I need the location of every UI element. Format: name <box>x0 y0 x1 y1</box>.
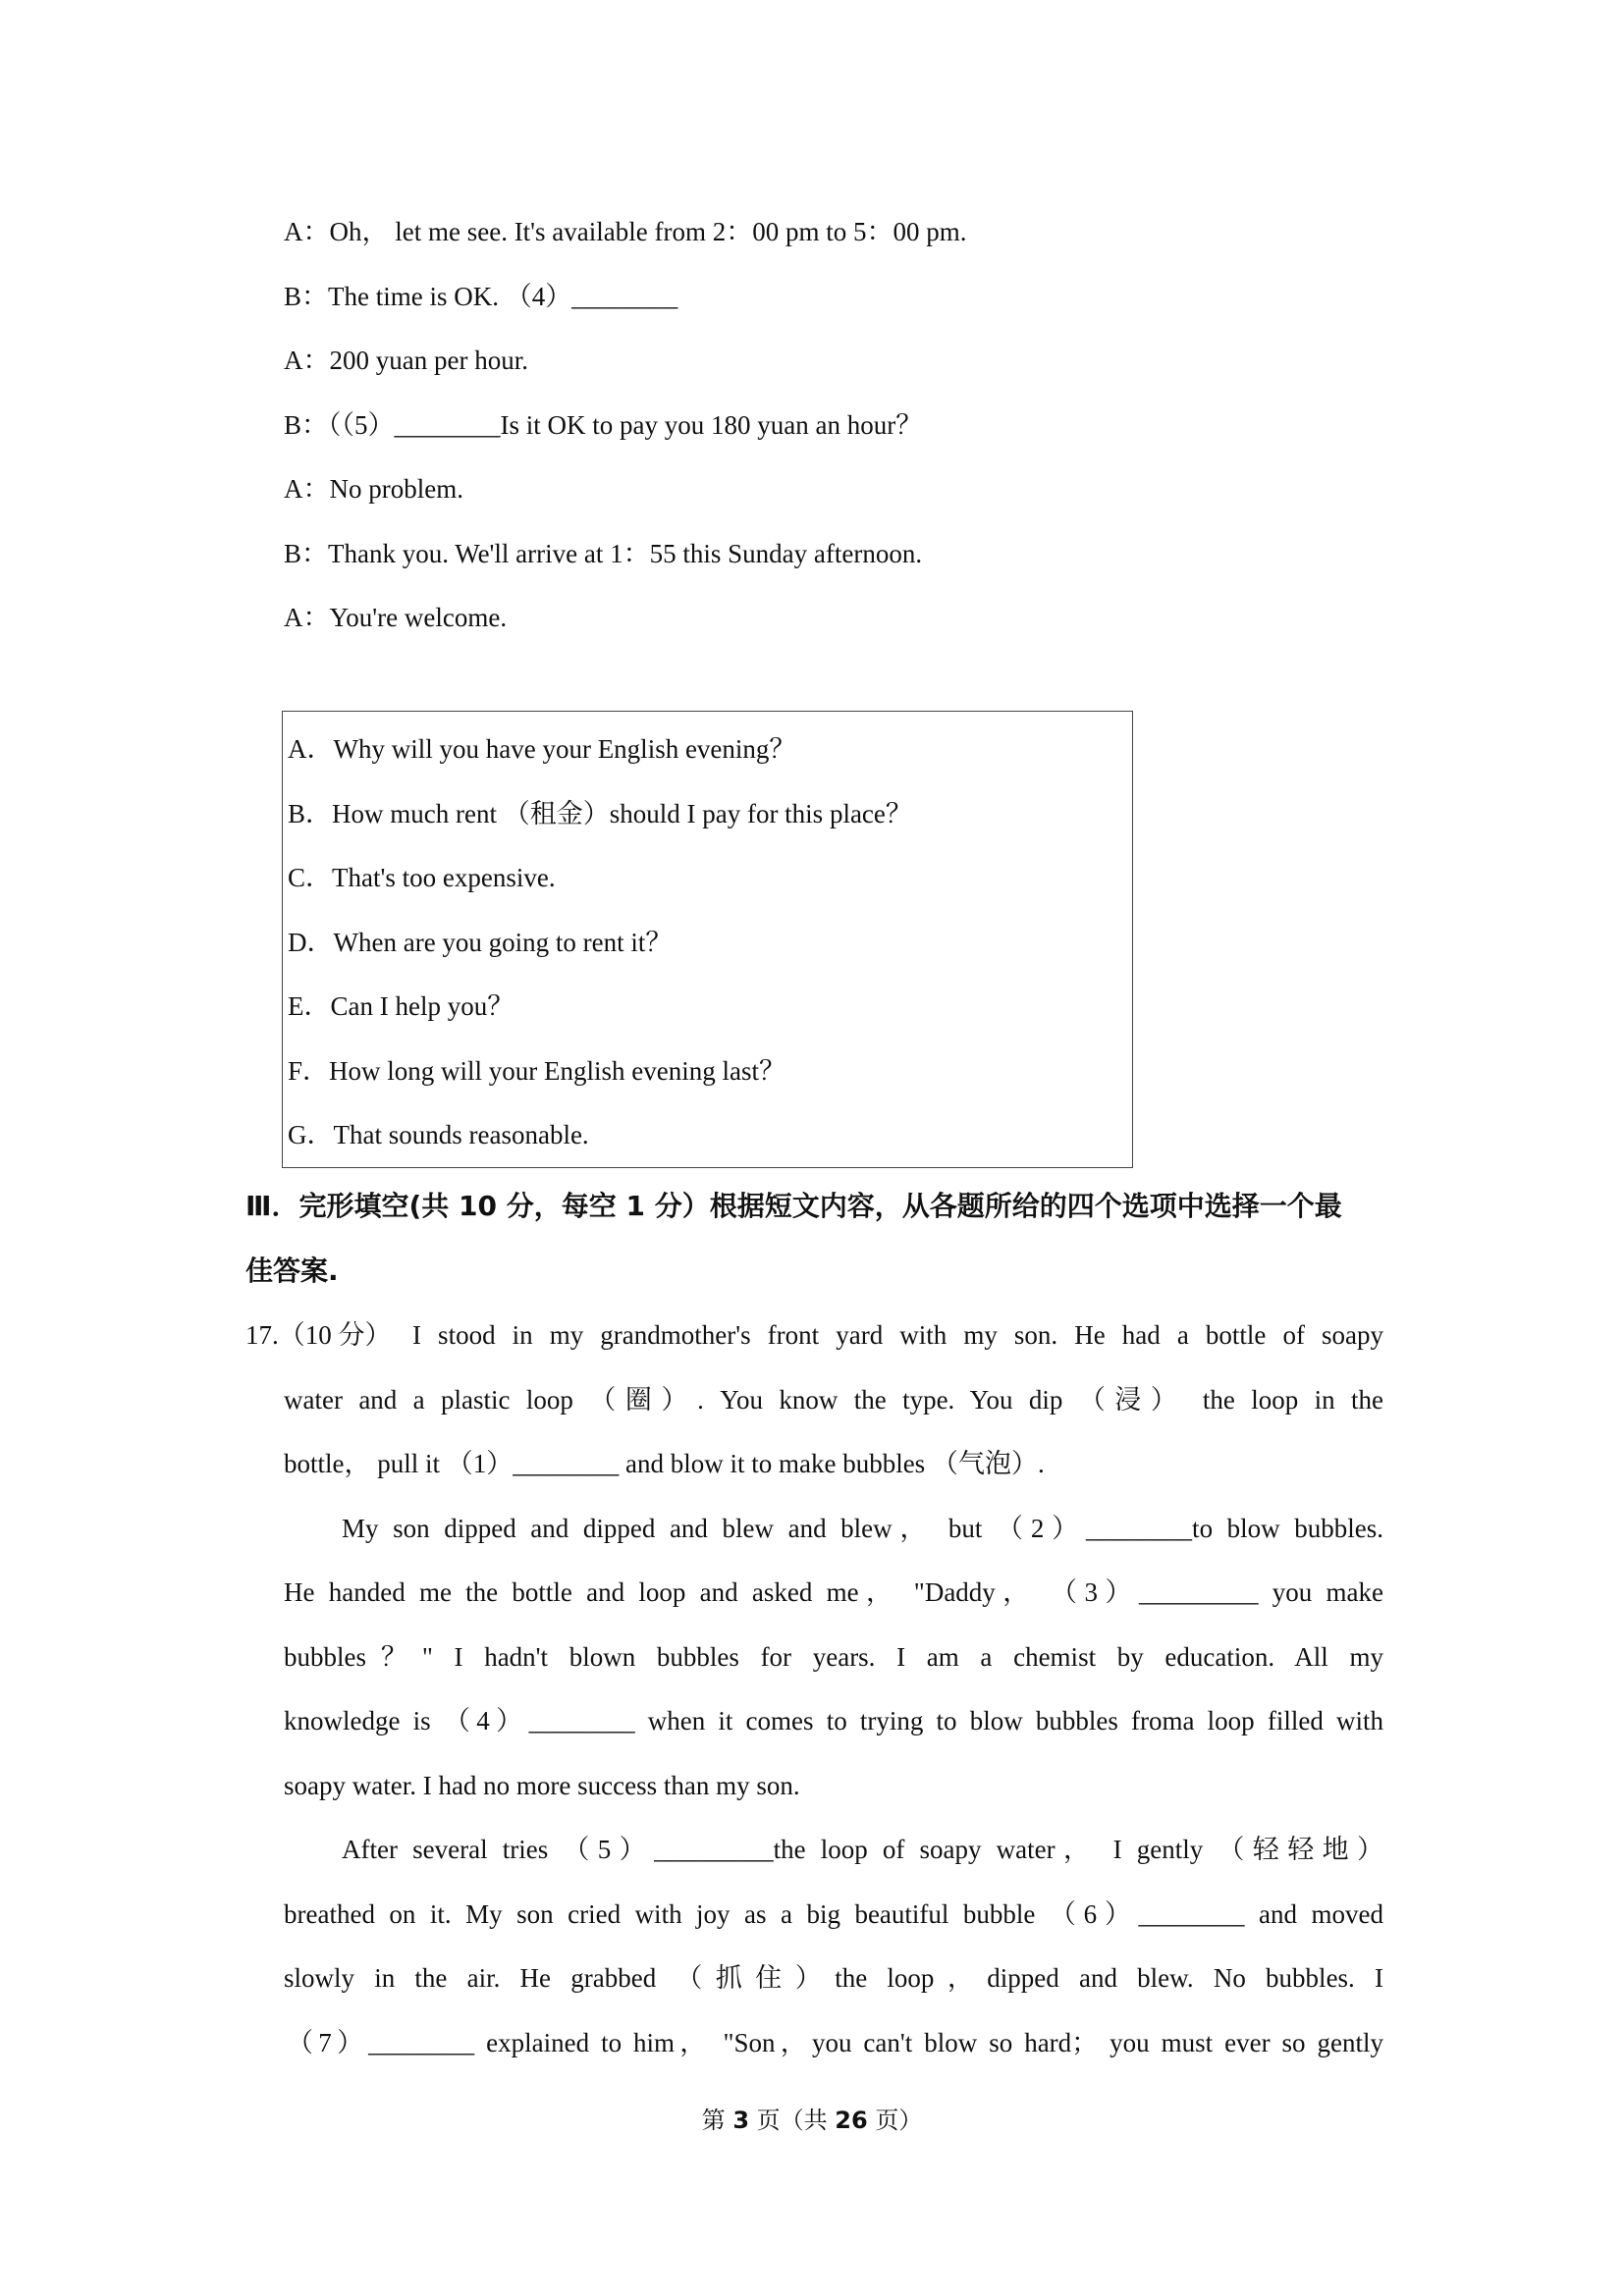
passage-line-9: After several tries （5）_________the loop of soapy water， I gently （轻轻地） <box>342 1835 1383 1864</box>
passage-line-10: breathed on it. My son cried with joy as a big beautiful bubble （6）________ and moved <box>284 1899 1383 1929</box>
footer-total-pages: 26 <box>835 2107 868 2134</box>
passage-line-11: slowly in the air. He grabbed （抓住）the loop，dipped and blew. No bubbles. I <box>284 1963 1383 1993</box>
passage-line-8: soapy water. I had no more success than my son. <box>284 1771 800 1800</box>
option-f: F．How long will your English evening last？ <box>288 1056 785 1086</box>
option-d: D．When are you going to rent it？ <box>288 928 673 957</box>
dialogue-line-1: A：Oh， let me see. It's available from 2：00 pm to 5：00 pm. <box>284 217 967 246</box>
passage-line-4: My son dipped and dipped and blew and blew， but （2）________to blow bubbles. <box>342 1514 1383 1543</box>
dialogue-line-7: A：You're welcome. <box>284 603 508 632</box>
page-footer <box>0 2105 1624 2136</box>
section-heading-line-1: Ⅲ．完形填空(共 10 分，每空 1 分）根据短文内容，从各题所给的四个选项中选择一个最 <box>245 1190 1342 1222</box>
passage-line-1: I stood in my grandmother's front yard with my son. He had a bottle of soapy <box>412 1320 1383 1350</box>
option-c: C．That's too expensive. <box>288 863 556 892</box>
footer-suffix: 页） <box>867 2107 923 2134</box>
dialogue-line-5: A：No problem. <box>284 474 463 504</box>
footer-page-number: 3 <box>732 2107 750 2134</box>
passage-line-7: knowledge is （4）________ when it comes to trying to blow bubbles froma loop filled with <box>284 1706 1383 1735</box>
question-number: 17.（10 分） <box>245 1320 392 1350</box>
option-b: B．How much rent （租金）should I pay for this place？ <box>288 799 912 828</box>
section-heading-line-2: 佳答案. <box>245 1255 339 1287</box>
passage-line-6: bubbles？" I hadn't blown bubbles for years. I am a chemist by education. All my <box>284 1642 1383 1672</box>
option-e: E．Can I help you？ <box>288 991 514 1021</box>
dialogue-line-4: B：（（5）________Is it OK to pay you 180 yuan an hour？ <box>284 410 923 440</box>
passage-line-3: bottle， pull it （1）________ and blow it to make bubbles （气泡）. <box>284 1449 1045 1478</box>
option-g: G．That sounds reasonable. <box>288 1120 589 1149</box>
passage-line-2: water and a plastic loop （圈）. You know the type. You dip （浸） the loop in the <box>284 1385 1383 1415</box>
footer-prefix: 第 <box>701 2107 733 2134</box>
passage-line-5: He handed me the bottle and loop and asked me， "Daddy， （3）_________ you make <box>284 1577 1383 1607</box>
passage-line-12: （7）________ explained to him， "Son，you can't blow so hard； you must ever so gently <box>287 2028 1383 2057</box>
options-box <box>282 711 1133 1168</box>
option-a: A．Why will you have your English evening？ <box>288 734 796 764</box>
dialogue-line-2: B：The time is OK. （4）________ <box>284 282 678 311</box>
dialogue-line-3: A：200 yuan per hour. <box>284 346 528 375</box>
footer-middle: 页（共 <box>749 2107 836 2134</box>
dialogue-line-6: B：Thank you. We'll arrive at 1：55 this Sunday afternoon. <box>284 539 923 568</box>
